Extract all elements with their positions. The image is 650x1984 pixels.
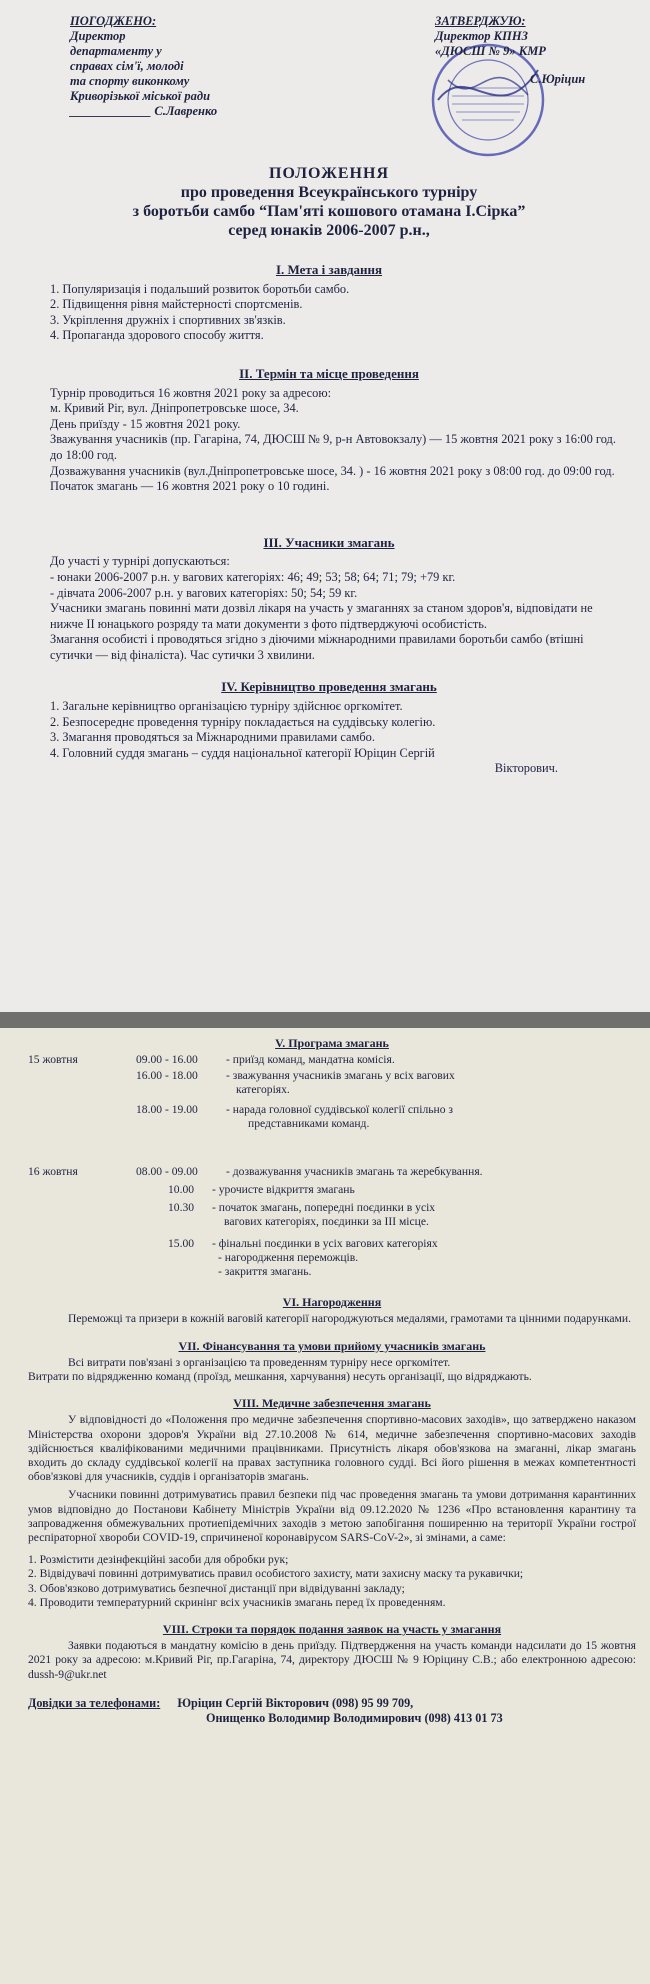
list-item: 3. Укріплення дружніх і спортивних зв'язків. xyxy=(50,312,286,327)
program-activity-cont: категоріях. xyxy=(236,1083,290,1097)
title-line: ПОЛОЖЕННЯ xyxy=(269,165,389,182)
text-line: Учасники змагань повинні мати дозвіл лікаря на участь у змаганнях за станом здоров'я, відповідати не нижче ІІ юнацького розряду та мати документи з фото підтверджуючі особистість. xyxy=(50,601,593,631)
program-schedule xyxy=(28,1053,636,1323)
finance-text: Всі витрати пов'язані з організацією та проведенням турніру несе оргкомітет. xyxy=(68,1355,451,1369)
list-item: 1. Загальне керівництво організацією турніру здійснює оргкомітет. xyxy=(50,699,403,714)
contact-line: Юріцин Сергій Вікторович (098) 95 99 709, xyxy=(177,1695,414,1710)
list-item: 2. Відвідувачі повинні дотримуватись правил особистого захисту, мати захисну маску та рукавички; xyxy=(28,1567,524,1581)
program-activity: - фінальні поєдинки в усіх вагових категоріях xyxy=(212,1237,438,1251)
section-time-place xyxy=(30,366,628,495)
list-item: 3. Обов'язково дотримуватись безпечної дистанції при відвідуванні закладу; xyxy=(28,1581,405,1595)
list-item: 1. Популяризація і подальший розвиток боротьби самбо. xyxy=(50,281,350,296)
program-activity: - приїзд команд, мандатна комісія. xyxy=(226,1053,395,1067)
program-day: 16 жовтня xyxy=(28,1165,78,1179)
program-time: 09.00 - 16.00 xyxy=(136,1053,198,1067)
medical-text: У відповідності до «Положення про медичне забезпечення спортивно-масових заходів», що затверджено наказом Міністерства охорони здоров'я України від 27.10.2008 № 614, медичне забезпечення спортивно-масових заходів здійснюється кваліфікованими медичними працівниками. Присутність лікаря обов'язкова на змаганні, лікар змагань входить до складу суддівської колегії на правах заступника головного судді. Всі його рішення в межах компетентності обов'язкові для учасників, суддів і організаторів змагань. xyxy=(28,1413,636,1484)
program-time: 18.00 - 19.00 xyxy=(136,1103,198,1117)
program-activity: - нарада головної суддівської колегії спільно з xyxy=(226,1103,453,1117)
text-line: Дозважування учасників (вул.Дніпропетровське шосе, 34. ) - 16 жовтня 2021 року з 08:00 год. до 09:00 год. xyxy=(50,463,615,478)
section-heading: IV. Керівництво проведення змагань xyxy=(221,679,437,695)
text-line: До участі у турнірі допускаються: xyxy=(50,554,230,569)
section-heading: II. Термін та місце проведення xyxy=(239,365,419,381)
text-line: День приїзду - 15 жовтня 2021 року. xyxy=(50,416,241,431)
approved-block xyxy=(435,14,586,86)
text-line: м. Кривий Ріг, вул. Дніпропетровське шосе, 34. xyxy=(50,401,299,416)
text-line: Змагання особисті і проводяться згідно з діючими міжнародними правилами боротьби самбо (втішні сутички — від фіналіста). Час сутички 3 хвилини. xyxy=(50,632,584,662)
text-line: - юнаки 2006-2007 р.н. у вагових категоріях: 46; 49; 53; 58; 64; 71; 79; +79 кг. xyxy=(50,569,456,584)
approved-title: ЗАТВЕРДЖУЮ: xyxy=(435,14,526,28)
program-activity-cont: - нагородження переможців. xyxy=(218,1251,359,1265)
program-activity: - дозважування учасників змагань та жеребкування. xyxy=(226,1165,483,1179)
section-heading: VIII. Медичне забезпечення змагань xyxy=(233,1396,431,1411)
document-title xyxy=(30,164,628,240)
program-activity-cont: представниками команд. xyxy=(248,1117,370,1131)
program-time: 10.30 xyxy=(168,1201,195,1215)
section-heading: І. Мета і завдання xyxy=(275,262,383,277)
program-time: 10.00 xyxy=(168,1183,195,1197)
list-item: 4. Головний суддя змагань – суддя національної категорії Юріцин Сергій xyxy=(50,745,435,760)
agreed-title: ПОГОДЖЕНО: xyxy=(70,14,157,28)
list-item: 2. Безпосереднє проведення турніру покладається на суддівську колегію. xyxy=(50,714,436,729)
agreed-line: та спорту виконкому xyxy=(70,74,190,88)
section-heading: VIII. Строки та порядок подання заявок на участь у змагання xyxy=(162,1622,502,1637)
agreed-line: Криворізької міської ради xyxy=(70,89,211,103)
list-item: 3. Змагання проводяться за Міжнародними правилами самбо. xyxy=(50,730,375,745)
agreed-block xyxy=(70,14,217,119)
awards-text: Переможці та призери в кожній ваговій категорії нагороджуються медалями, грамотами та цінними подарунками. xyxy=(68,1312,631,1326)
title-line: з боротьби самбо “Пам'яті кошового отамана І.Сірка” xyxy=(132,203,526,220)
agreed-line: справах сім'ї, молоді xyxy=(70,59,184,73)
section-heading: VII. Фінансування та умови прийому учасників змагань xyxy=(178,1338,486,1353)
approved-line: Директор КПНЗ xyxy=(435,29,528,43)
list-item: 1. Розмістити дезінфекційні засоби для обробки рук; xyxy=(28,1553,289,1567)
list-item: 2. Підвищення рівня майстерності спортсменів. xyxy=(50,297,303,312)
agreed-line: департаменту у xyxy=(70,44,162,58)
section-heading: VI. Нагородження xyxy=(282,1295,382,1310)
judge-name-continued: Вікторович. xyxy=(494,761,558,776)
program-activity: - зважування учасників змагань у всіх вагових xyxy=(226,1069,455,1083)
text-line: - дівчата 2006-2007 р.н. у вагових категоріях: 50; 54; 59 кг. xyxy=(50,585,358,600)
program-activity-cont: - закриття змагань. xyxy=(218,1265,312,1279)
contacts-block xyxy=(28,1696,636,1726)
title-line: серед юнаків 2006-2007 р.н., xyxy=(228,222,430,239)
text-line: Турнір проводиться 16 жовтня 2021 року за адресою: xyxy=(50,385,332,400)
section-heading: V. Програма змагань xyxy=(275,1036,389,1050)
program-activity: - початок змагань, попередні поєдинки в усіх xyxy=(212,1201,436,1215)
agreed-line: Директор xyxy=(70,29,126,43)
section-management xyxy=(30,679,628,777)
document-page-2 xyxy=(0,1028,650,1984)
program-activity-cont: вагових категоріях, поєдинки за ІІІ місце. xyxy=(224,1215,429,1229)
section-participants xyxy=(30,535,628,664)
title-line: про проведення Всеукраїнського турніру xyxy=(180,184,478,201)
program-time: 15.00 xyxy=(168,1237,195,1251)
finance-text: Витрати по відрядженню команд (проїзд, мешкання, харчування) несуть організації, що відряджають. xyxy=(28,1370,532,1384)
applications-text: Заявки подаються в мандатну комісію в день приїзду. Підтвердження на участь команди надсилати до 15 жовтня 2021 року за адресою: м.Кривий Ріг, пр.Гагаріна, 74, директору ДЮСШ № 9 Юріцину С.В.; або електронною адресою: dussh-9@ukr.net xyxy=(28,1639,636,1681)
contact-line: Онищенко Володимир Володимирович (098) 413 01 73 xyxy=(206,1710,503,1725)
list-item: 4. Пропаганда здорового способу життя. xyxy=(50,328,264,343)
text-line: Початок змагань — 16 жовтня 2021 року о 10 годині. xyxy=(50,479,330,494)
approved-signature: С.Юріцин xyxy=(530,72,586,86)
approval-header xyxy=(30,14,628,154)
medical-text: Учасники повинні дотримуватись правил безпеки під час проведення змагань та умови дотримання карантинних умов відповідно до Постанови Кабінету Міністрів України від 09.12.2020 № 1236 «Про встановлення карантину та запровадження обмежувальних протиепідемічних заходів з метою запобігання поширенню на території України гострої респіраторної хвороби COVID-19, спричиненої коронавірусом SARS-CoV-2», зі змінами, а саме: xyxy=(28,1488,636,1545)
section-heading: ІІІ. Учасники змагань xyxy=(263,534,395,550)
measures-list xyxy=(28,1553,636,1610)
program-day: 15 жовтня xyxy=(28,1053,78,1067)
program-activity: - урочисте відкриття змагань xyxy=(212,1183,355,1197)
section-goals xyxy=(30,262,628,344)
program-time: 08.00 - 09.00 xyxy=(136,1165,198,1179)
text-line: Зважування учасників (пр. Гагаріна, 74, ДЮСШ № 9, р-н Автовокзалу) — 15 жовтня 2021 року з 16:00 год. до 18:00 год. xyxy=(50,432,616,462)
program-time: 16.00 - 18.00 xyxy=(136,1069,198,1083)
agreed-signature: _____________ С.Лавренко xyxy=(70,104,218,118)
list-item: 4. Проводити температурний скринінг всіх учасників змагань перед їх проведенням. xyxy=(28,1595,446,1609)
approved-line: «ДЮСШ № 9» КМР xyxy=(435,44,546,58)
contacts-label: Довідки за телефонами: xyxy=(28,1695,161,1710)
